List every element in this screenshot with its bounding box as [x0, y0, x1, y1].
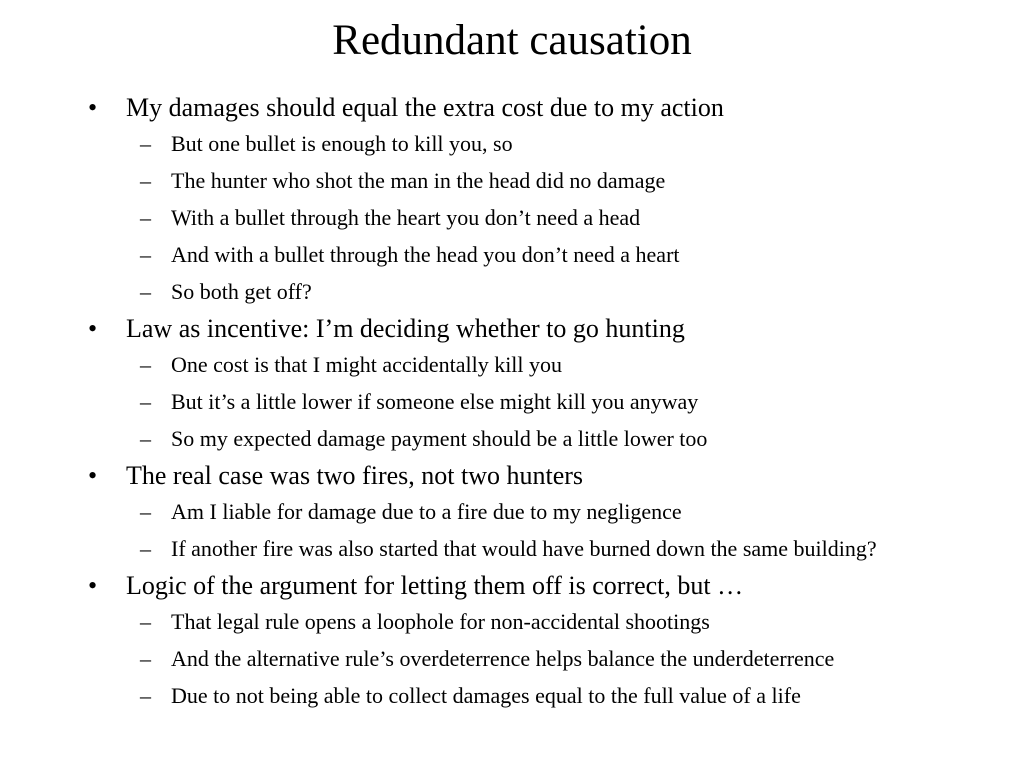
sub-bullet-text: And with a bullet through the head you don’t need a heart — [171, 242, 680, 267]
bullet-text: Law as incentive: I’m deciding whether to go hunting — [126, 314, 685, 343]
sub-bullet-item — [126, 386, 988, 417]
dash-marker: – — [140, 168, 151, 193]
sub-bullet-item — [126, 128, 988, 159]
slide-title: Redundant causation — [332, 17, 692, 64]
sub-bullet-list — [126, 606, 988, 711]
sub-bullet-list — [126, 496, 988, 564]
sub-bullet-list — [126, 349, 988, 454]
sub-bullet-item — [126, 239, 988, 270]
sub-bullet-text: One cost is that I might accidentally kill you — [171, 352, 563, 377]
sub-bullet-text: Due to not being able to collect damages equal to the full value of a life — [171, 683, 801, 708]
bullet-text: My damages should equal the extra cost due to my action — [126, 93, 724, 122]
dash-marker: – — [140, 279, 151, 304]
sub-bullet-item — [126, 606, 988, 637]
dash-marker: – — [140, 389, 151, 414]
bullet-item — [88, 92, 988, 307]
sub-bullet-item — [126, 533, 988, 564]
bullet-list — [88, 92, 988, 717]
dash-marker: – — [140, 426, 151, 451]
dash-marker: – — [140, 131, 151, 156]
sub-bullet-item — [126, 349, 988, 380]
sub-bullet-list — [126, 128, 988, 307]
sub-bullet-text: If another fire was also started that would have burned down the same building? — [171, 536, 877, 561]
sub-bullet-text: But one bullet is enough to kill you, so — [171, 131, 513, 156]
dash-marker: – — [140, 499, 151, 524]
dash-marker: – — [140, 352, 151, 377]
bullet-marker: • — [88, 314, 98, 343]
sub-bullet-text: And the alternative rule’s overdeterrence helps balance the underdeterrence — [171, 646, 835, 671]
sub-bullet-text: Am I liable for damage due to a fire due to my negligence — [171, 499, 682, 524]
bullet-marker: • — [88, 461, 98, 490]
dash-marker: – — [140, 683, 151, 708]
sub-bullet-item — [126, 423, 988, 454]
sub-bullet-text: With a bullet through the heart you don’t need a head — [171, 205, 641, 230]
bullet-marker: • — [88, 93, 98, 122]
bullet-item — [88, 313, 988, 454]
dash-marker: – — [140, 646, 151, 671]
sub-bullet-text: So both get off? — [171, 279, 312, 304]
sub-bullet-item — [126, 643, 988, 674]
sub-bullet-item — [126, 202, 988, 233]
dash-marker: – — [140, 609, 151, 634]
sub-bullet-text: That legal rule opens a loophole for non-accidental shootings — [171, 609, 710, 634]
bullet-marker: • — [88, 571, 98, 600]
bullet-item — [88, 460, 988, 564]
sub-bullet-item — [126, 165, 988, 196]
dash-marker: – — [140, 242, 151, 267]
sub-bullet-item — [126, 496, 988, 527]
bullet-text: Logic of the argument for letting them off is correct, but … — [126, 571, 744, 600]
dash-marker: – — [140, 536, 151, 561]
sub-bullet-item — [126, 276, 988, 307]
bullet-text: The real case was two fires, not two hunters — [126, 461, 584, 490]
bullet-item — [88, 570, 988, 711]
sub-bullet-text: So my expected damage payment should be a little lower too — [171, 426, 708, 451]
sub-bullet-item — [126, 680, 988, 711]
sub-bullet-text: The hunter who shot the man in the head did no damage — [171, 168, 666, 193]
dash-marker: – — [140, 205, 151, 230]
sub-bullet-text: But it’s a little lower if someone else might kill you anyway — [171, 389, 699, 414]
